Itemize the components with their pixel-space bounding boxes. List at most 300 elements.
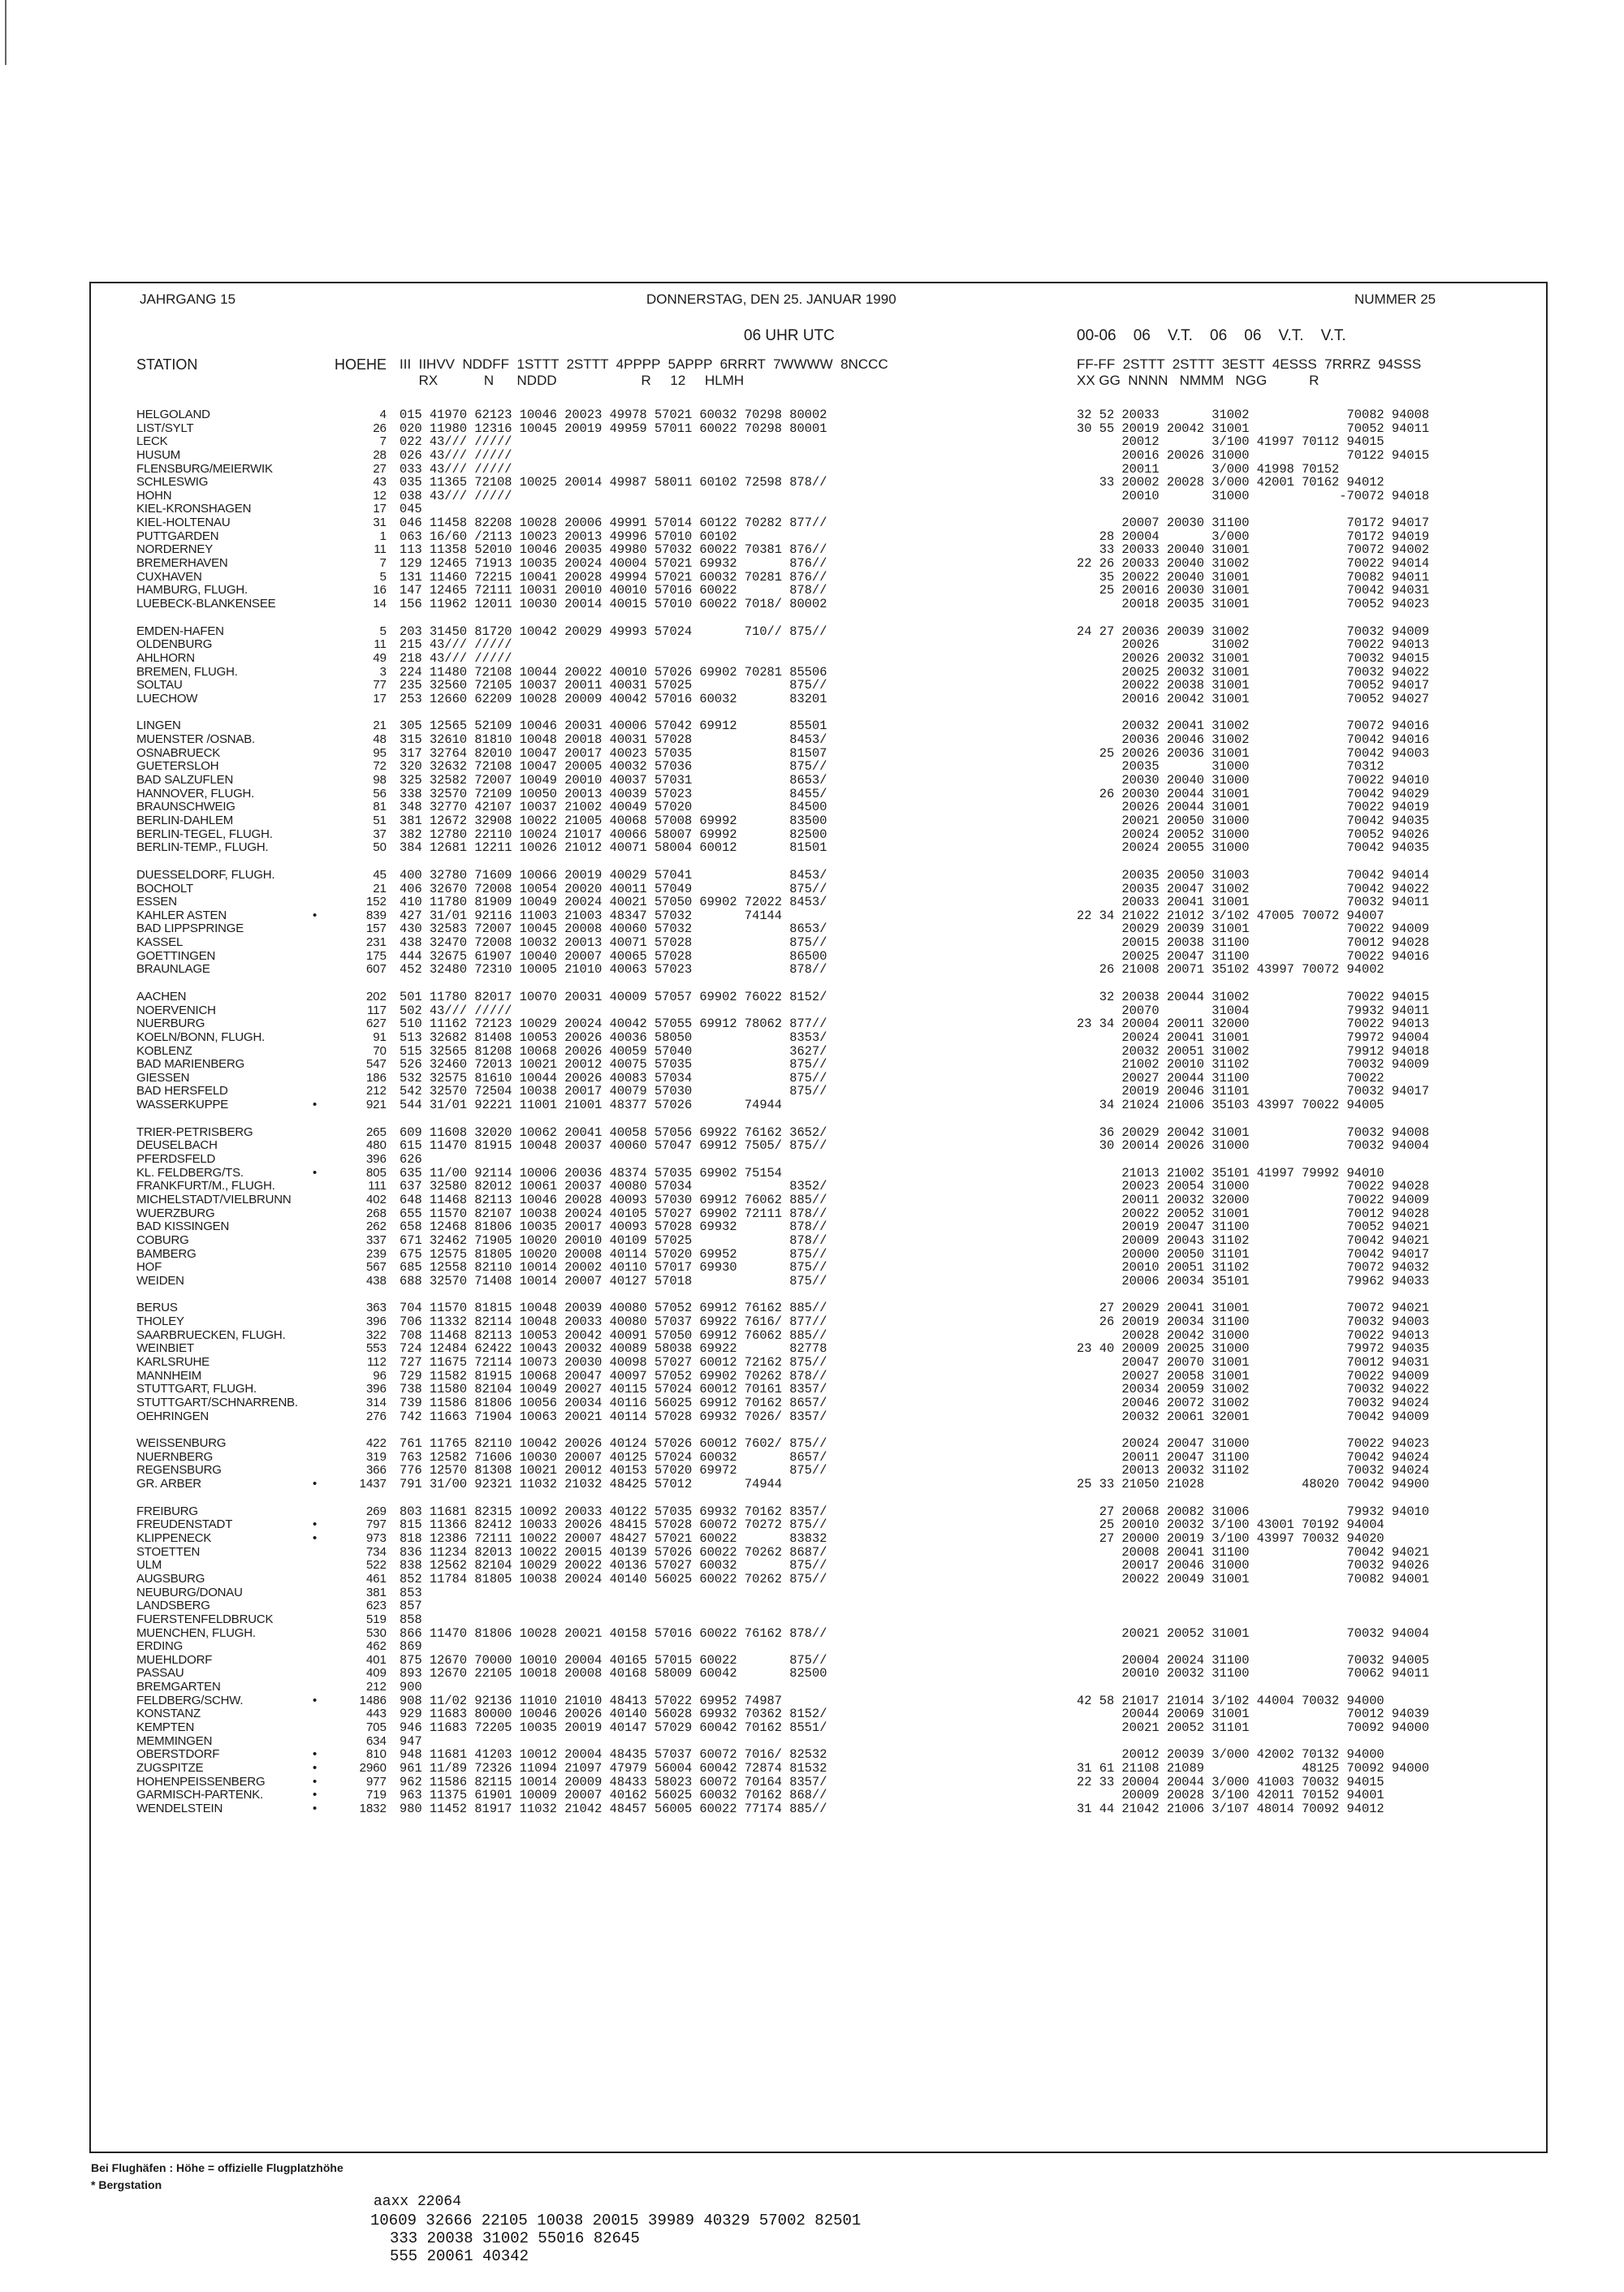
observation-code-left: 063 16/60 /2113 10023 20013 49996 57010 60102 — [400, 529, 737, 544]
station-row — [91, 1451, 1546, 1465]
observation-code-left: 320 32632 72108 10047 20005 40032 57036 875// — [400, 759, 827, 775]
observation-code-left: 020 11980 12316 10045 20019 49959 57011 60022 70298 80001 — [400, 421, 827, 436]
mountain-station-marker: • — [313, 908, 317, 922]
observation-code-right: 31 44 21042 21006 3/107 48014 70092 94012 — [1077, 1801, 1384, 1816]
observation-code-right: 20023 20054 31000 70022 94028 — [1077, 1179, 1430, 1194]
station-height: 269 — [365, 1504, 387, 1518]
observation-code-right: 24 27 20036 20039 31002 70032 94009 — [1077, 624, 1430, 639]
station-name: BAD LIPPSPRINGE — [136, 922, 244, 936]
station-name: GUETERSLOH — [136, 759, 219, 774]
station-name: ULM — [136, 1558, 162, 1573]
station-name: PUTTGARDEN — [136, 529, 219, 543]
station-row — [91, 828, 1546, 842]
observation-code-right: 20021 20052 31001 70032 94004 — [1077, 1625, 1430, 1641]
station-height: 112 — [367, 1355, 387, 1369]
station-row — [91, 801, 1546, 814]
observation-code-left: 035 11365 72108 10025 20014 49987 58011 60102 72598 878// — [400, 475, 827, 490]
station-height: 553 — [365, 1341, 387, 1356]
observation-code-left: 382 12780 22110 10024 21017 40066 58007 69992 82500 — [400, 827, 827, 842]
station-height: 239 — [365, 1246, 387, 1261]
observation-code-right: 20010 20051 31102 70072 94032 — [1077, 1260, 1430, 1275]
station-height: 28 — [373, 447, 387, 462]
station-name: WUERZBURG — [136, 1206, 215, 1220]
observation-code-right: 27 20029 20041 31001 70072 94021 — [1077, 1301, 1430, 1316]
station-row — [91, 814, 1546, 828]
observation-code-right: 20028 20042 31000 70022 94013 — [1077, 1327, 1430, 1343]
station-name: STUTTGART/SCHNARRENB. — [136, 1395, 298, 1409]
station-name: FELDBERG/SCHW. — [136, 1693, 244, 1707]
observation-code-left: 875 12670 70000 10010 20004 40165 57015 60022 875// — [400, 1652, 827, 1668]
observation-code-right: 20032 20041 31002 70072 94016 — [1077, 719, 1430, 734]
observation-code-right: 31 61 21108 21089 48125 70092 94000 — [1077, 1760, 1430, 1776]
observation-code-right: 35 20022 20040 31001 70082 94011 — [1077, 569, 1430, 585]
station-row — [91, 652, 1546, 666]
station-name: MUENSTER /OSNAB. — [136, 732, 255, 747]
observation-code-left: 739 11586 81806 10056 20034 40116 56025 69912 70162 8657/ — [400, 1395, 827, 1410]
station-height: 17 — [373, 502, 387, 516]
observation-code-left: 224 11480 72108 10044 20022 40010 57026 69902 70281 85506 — [400, 664, 827, 680]
station-name: NUERBURG — [136, 1017, 205, 1031]
observation-code-left: 502 43/// ///// — [400, 1003, 512, 1018]
station-height: 95 — [373, 745, 387, 760]
station-row — [91, 1573, 1546, 1586]
observation-code-right: 20036 20046 31002 70042 94016 — [1077, 732, 1430, 748]
observation-code-right: 26 21008 20071 35102 43997 70072 94002 — [1077, 962, 1384, 978]
observation-code-left: 532 32575 81610 10044 20026 40083 57034 875// — [400, 1070, 827, 1086]
mountain-station-marker: • — [313, 1531, 317, 1546]
observation-code-right: 20044 20069 31001 70012 94039 — [1077, 1707, 1430, 1722]
station-name: GR. ARBER — [136, 1477, 201, 1491]
station-row — [91, 747, 1546, 761]
observation-code-right: 20012 3/100 41997 70112 94015 — [1077, 434, 1384, 450]
station-height: 51 — [373, 813, 387, 827]
station-height: 519 — [365, 1612, 387, 1626]
observation-code-left: 235 32560 72105 10037 20011 40031 57025 875// — [400, 678, 827, 693]
station-row — [91, 1735, 1546, 1749]
station-name: LINGEN — [136, 719, 181, 733]
station-height: 4 — [379, 408, 387, 421]
station-height: 56 — [373, 786, 387, 801]
station-name: BAD HERSFELD — [136, 1084, 228, 1099]
station-row — [91, 1301, 1546, 1315]
group-spacer — [91, 706, 1546, 719]
observation-code-left: 526 32460 72013 10021 20012 40075 57035 875// — [400, 1057, 827, 1073]
station-row — [91, 543, 1546, 557]
station-height: 31 — [373, 516, 387, 530]
station-height: 175 — [365, 948, 387, 963]
station-height: 157 — [365, 922, 387, 936]
observation-code-left: 742 11663 71904 10063 20021 40114 57028 69932 7026/ 8357/ — [400, 1409, 827, 1424]
observation-code-left: 218 43/// ///// — [400, 650, 512, 666]
station-height: 1 — [379, 529, 387, 543]
station-table — [91, 408, 1546, 1816]
station-row — [91, 666, 1546, 680]
mountain-station-marker: • — [313, 1693, 317, 1707]
station-height: 212 — [365, 1680, 387, 1694]
station-row — [91, 1802, 1546, 1816]
station-row — [91, 1356, 1546, 1370]
station-name: ERDING — [136, 1639, 184, 1654]
station-row — [91, 950, 1546, 964]
observation-code-right: 36 20029 20042 31001 70032 94008 — [1077, 1124, 1430, 1140]
station-name: KEMPTEN — [136, 1720, 195, 1735]
station-name: THOLEY — [136, 1314, 184, 1329]
station-name: BREMEN, FLUGH. — [136, 664, 238, 679]
station-row — [91, 557, 1546, 571]
observation-code-left: 452 32480 72310 10005 21010 40063 57023 878// — [400, 962, 827, 978]
station-name: BAD SALZUFLEN — [136, 773, 234, 788]
station-row — [91, 1045, 1546, 1059]
station-row — [91, 571, 1546, 585]
observation-code-left: 384 12681 12211 10026 21012 40071 58004 60012 81501 — [400, 840, 827, 856]
observation-code-left: 648 11468 82113 10046 20028 40093 57030 69912 76062 885// — [400, 1192, 827, 1207]
station-name: SOLTAU — [136, 678, 183, 693]
observation-code-left: 615 11470 81915 10048 20037 40060 57047 69912 7505/ 875// — [400, 1138, 827, 1154]
station-row — [91, 516, 1546, 530]
station-name: AHLHORN — [136, 650, 195, 665]
observation-code-right: 22 33 20004 20044 3/000 41003 70032 94015 — [1077, 1774, 1384, 1789]
station-height: 805 — [365, 1165, 387, 1180]
station-name: LANDSBERG — [136, 1599, 210, 1613]
station-height: 17 — [373, 691, 387, 706]
observation-code-right: 20047 20070 31001 70012 94031 — [1077, 1355, 1430, 1370]
group-spacer — [91, 1288, 1546, 1301]
station-height: 98 — [373, 773, 387, 788]
observation-code-left: 815 11366 82412 10033 20026 48415 57028 60072 70272 875// — [400, 1517, 827, 1533]
station-name: BAMBERG — [136, 1246, 197, 1261]
station-row — [91, 841, 1546, 855]
station-row — [91, 1153, 1546, 1167]
observation-code-left: 738 11580 82104 10049 20027 40115 57024 60012 70161 8357/ — [400, 1382, 827, 1397]
station-row — [91, 476, 1546, 490]
station-row — [91, 1789, 1546, 1802]
observation-code-left: 688 32570 71408 10014 20007 40127 57018 875// — [400, 1273, 827, 1288]
observation-code-right: 20019 20047 31100 70052 94021 — [1077, 1219, 1430, 1235]
observation-code-left: 761 11765 82110 10042 20026 40124 57026 60012 7602/ 875// — [400, 1436, 827, 1452]
observation-code-right: 20011 20047 31100 70042 94024 — [1077, 1449, 1430, 1465]
observation-code-left: 635 11/00 92114 10006 20036 48374 57035 69902 75154 — [400, 1165, 783, 1181]
observation-code-right: 20025 20047 31100 70022 94016 — [1077, 948, 1430, 964]
observation-code-left: 410 11780 81909 10049 20024 40021 57050 69902 72022 8453/ — [400, 895, 827, 910]
station-row — [91, 774, 1546, 788]
station-row — [91, 1085, 1546, 1099]
observation-code-left: 858 — [400, 1612, 422, 1627]
group-spacer — [91, 611, 1546, 625]
observation-code-right: 20008 20041 31100 70042 94021 — [1077, 1544, 1430, 1560]
station-row — [91, 1072, 1546, 1086]
station-height: 547 — [365, 1057, 387, 1072]
observation-code-right: 20019 20046 31101 70032 94017 — [1077, 1084, 1430, 1099]
station-height: 366 — [365, 1463, 387, 1478]
station-row — [91, 719, 1546, 733]
station-row — [91, 1654, 1546, 1668]
observation-code-left: 948 11681 41203 10012 20004 48435 57037 60072 7016/ 82532 — [400, 1747, 827, 1763]
station-height: 396 — [365, 1314, 387, 1329]
group-spacer — [91, 1112, 1546, 1126]
col-left-row1: III IIHVV NDDFF 1STTT 2STTT 4PPPP 5APPP 6RRRT 7WWWW 8NCCC — [400, 356, 888, 372]
station-row — [91, 1762, 1546, 1776]
station-height: 443 — [365, 1707, 387, 1721]
station-name: STUTTGART, FLUGH. — [136, 1382, 257, 1396]
station-name: OLDENBURG — [136, 637, 213, 652]
observation-code-right: 20027 20044 31100 70022 — [1077, 1070, 1384, 1086]
station-name: ESSEN — [136, 895, 177, 909]
observation-code-left: 444 32675 61907 10040 20007 40065 57028 86500 — [400, 948, 827, 964]
station-name: KIEL-HOLTENAU — [136, 516, 231, 530]
station-height: 77 — [373, 678, 387, 693]
station-name: MANNHEIM — [136, 1368, 202, 1383]
observation-code-right: 32 20038 20044 31002 70022 94015 — [1077, 989, 1430, 1004]
observation-code-left: 315 32610 81810 10048 20018 40031 57028 8453/ — [400, 732, 827, 748]
observation-code-right: 20013 20032 31102 70032 94024 — [1077, 1463, 1430, 1478]
station-row — [91, 693, 1546, 706]
observation-code-left: 729 11582 81915 10068 20047 40097 57052 69902 70262 878// — [400, 1368, 827, 1383]
station-row — [91, 1505, 1546, 1519]
station-height: 401 — [365, 1652, 387, 1667]
observation-code-left: 724 12484 62422 10043 20032 40089 58038 69922 82778 — [400, 1341, 827, 1357]
station-row — [91, 1586, 1546, 1600]
observation-code-left: 338 32570 72109 10050 20013 40039 57023 8455/ — [400, 786, 827, 801]
observation-code-left: 838 12562 82104 10029 20022 40136 57027 60032 875// — [400, 1558, 827, 1573]
station-height: 91 — [373, 1029, 387, 1044]
station-row — [91, 869, 1546, 883]
station-name: LIST/SYLT — [136, 421, 194, 435]
station-height: 623 — [365, 1599, 387, 1613]
station-name: AUGSBURG — [136, 1571, 205, 1586]
station-height: 49 — [373, 650, 387, 665]
station-height: 422 — [365, 1436, 387, 1451]
observation-code-right: 23 40 20009 20025 31000 79972 94035 — [1077, 1341, 1430, 1357]
weather-report-sheet — [89, 282, 1548, 2153]
observation-code-left: 857 — [400, 1599, 422, 1614]
observation-code-left: 961 11/89 72326 11094 21097 47979 56004 60042 72874 81532 — [400, 1760, 827, 1776]
station-name: EMDEN-HAFEN — [136, 624, 224, 638]
time-label-right: 00-06 06 V.T. 06 06 V.T. V.T. — [1077, 327, 1346, 344]
observation-code-right: 20021 20050 31000 70042 94035 — [1077, 813, 1430, 828]
station-row — [91, 530, 1546, 544]
station-name: NEUBURG/DONAU — [136, 1585, 243, 1599]
observation-code-left: 427 31/01 92116 11003 21003 48347 57032 74144 — [400, 908, 783, 923]
mountain-station-marker: • — [313, 1788, 317, 1802]
observation-code-left: 046 11458 82208 10028 20006 49991 57014 60122 70282 877// — [400, 516, 827, 531]
observation-code-left: 215 43/// ///// — [400, 637, 512, 653]
observation-code-left: 147 12465 72111 10031 20010 40010 57016 60022 878// — [400, 583, 827, 598]
station-height: 839 — [365, 908, 387, 922]
observation-code-left: 438 32470 72008 10032 20013 40071 57028 875// — [400, 935, 827, 951]
station-name: HOF — [136, 1260, 162, 1275]
mountain-station-marker: • — [313, 1774, 317, 1789]
station-row — [91, 1681, 1546, 1694]
page-edge-mark — [5, 0, 6, 65]
station-row — [91, 1396, 1546, 1410]
station-row — [91, 1234, 1546, 1248]
station-row — [91, 1126, 1546, 1140]
station-name: MUENCHEN, FLUGH. — [136, 1625, 256, 1640]
station-height: 11 — [374, 542, 387, 557]
observation-code-left: 113 11358 52010 10046 20035 49980 57032 60022 70381 876// — [400, 542, 827, 558]
station-height: 314 — [365, 1395, 387, 1409]
station-name: KLIPPENECK — [136, 1531, 212, 1546]
station-height: 72 — [373, 759, 387, 774]
station-row — [91, 1532, 1546, 1546]
station-row — [91, 1437, 1546, 1451]
station-row — [91, 1220, 1546, 1234]
station-row — [91, 1546, 1546, 1560]
col-station: STATION — [136, 356, 198, 373]
observation-code-left: 033 43/// ///// — [400, 461, 512, 477]
station-row — [91, 435, 1546, 449]
observation-code-right: 20000 20050 31101 70042 94017 — [1077, 1246, 1430, 1262]
observation-code-right: 20006 20034 35101 79962 94033 — [1077, 1273, 1430, 1288]
observation-code-right: 20024 20041 31001 79972 94004 — [1077, 1029, 1430, 1045]
station-name: SAARBRUECKEN, FLUGH. — [136, 1327, 286, 1342]
observation-code-left: 685 12558 82110 10014 20002 40110 57017 69930 875// — [400, 1260, 827, 1275]
station-name: BAD KISSINGEN — [136, 1219, 230, 1234]
observation-code-left: 900 — [400, 1680, 422, 1695]
station-name: HOHN — [136, 488, 172, 503]
station-height: 921 — [365, 1098, 387, 1112]
group-spacer — [91, 1423, 1546, 1437]
mountain-station-marker: • — [313, 1517, 317, 1532]
observation-code-right: 20011 3/000 41998 70152 — [1077, 461, 1340, 477]
station-height: 2960 — [359, 1760, 387, 1775]
station-height: 522 — [365, 1558, 387, 1573]
observation-code-right: 20015 20038 31100 70012 94028 — [1077, 935, 1430, 951]
station-row — [91, 922, 1546, 936]
observation-code-left: 305 12565 52109 10046 20031 40006 57042 69912 85501 — [400, 719, 827, 734]
observation-code-left: 853 — [400, 1585, 422, 1600]
station-name: PFERDSFELD — [136, 1152, 216, 1167]
station-name: GOETTINGEN — [136, 948, 216, 963]
station-name: STOETTEN — [136, 1544, 201, 1559]
station-row — [91, 1694, 1546, 1708]
station-name: KIEL-KRONSHAGEN — [136, 502, 252, 516]
station-height: 337 — [365, 1232, 387, 1247]
station-height: 96 — [373, 1368, 387, 1383]
station-name: NOERVENICH — [136, 1003, 216, 1017]
station-name: DUESSELDORF, FLUGH. — [136, 867, 275, 882]
observation-code-right: 20027 20058 31001 70022 94009 — [1077, 1368, 1430, 1383]
station-row — [91, 963, 1546, 977]
station-row — [91, 1275, 1546, 1288]
col-left-row2: RX N NDDD R 12 HLMH — [400, 373, 745, 388]
observation-code-left: 501 11780 82017 10070 20031 40009 57057 69902 76022 8152/ — [400, 989, 827, 1004]
station-height: 152 — [365, 895, 387, 909]
observation-code-right: 20017 20046 31000 70032 94026 — [1077, 1558, 1430, 1573]
observation-code-left: 727 11675 72114 10073 20030 40098 57027 60012 72162 875// — [400, 1355, 827, 1370]
observation-code-right: 20024 20055 31000 70042 94035 — [1077, 840, 1430, 856]
station-height: 117 — [367, 1003, 387, 1017]
station-name: WEINBIET — [136, 1341, 194, 1356]
observation-code-right: 20070 31004 79932 94011 — [1077, 1003, 1430, 1018]
observation-code-left: 348 32770 42107 10037 21002 40049 57020 84500 — [400, 800, 827, 815]
station-height: 977 — [365, 1774, 387, 1789]
station-name: BERLIN-DAHLEM — [136, 813, 234, 827]
station-height: 1437 — [359, 1477, 387, 1491]
station-name: NORDERNEY — [136, 542, 214, 557]
observation-code-right: 20024 20052 31000 70052 94026 — [1077, 827, 1430, 842]
station-name: TRIER-PETRISBERG — [136, 1124, 253, 1139]
station-height: 262 — [365, 1219, 387, 1234]
station-height: 480 — [365, 1138, 387, 1153]
station-name: BERUS — [136, 1301, 178, 1315]
station-name: BAD MARIENBERG — [136, 1057, 245, 1072]
observation-code-right: 20026 20032 31001 70032 94015 — [1077, 650, 1430, 666]
station-height: 363 — [365, 1301, 387, 1315]
observation-code-left: 609 11608 32020 10062 20041 40058 57056 69922 76162 3652/ — [400, 1124, 827, 1140]
observation-code-right: 30 20014 20026 31000 70032 94004 — [1077, 1138, 1430, 1154]
observation-code-left: 026 43/// ///// — [400, 447, 512, 463]
station-height: 461 — [365, 1571, 387, 1586]
station-height: 567 — [365, 1260, 387, 1275]
station-name: SCHLESWIG — [136, 475, 209, 490]
observation-code-left: 658 12468 81806 10035 20017 40093 57028 69932 878// — [400, 1219, 827, 1235]
station-height: 27 — [373, 461, 387, 476]
year-label: JAHRGANG 15 — [140, 291, 236, 307]
observation-code-left: 022 43/// ///// — [400, 434, 512, 450]
station-name: BRAUNLAGE — [136, 962, 210, 977]
handwritten-line-2: 10609 32666 22105 10038 20015 39989 40329 57002 82501 — [370, 2212, 862, 2229]
observation-code-right: 20033 20041 31001 70032 94011 — [1077, 895, 1430, 910]
observation-code-left: 706 11332 82114 10048 20033 40080 57037 69922 7616/ 877// — [400, 1314, 827, 1330]
observation-code-right: 20035 31000 70312 — [1077, 759, 1384, 775]
observation-code-right: 20022 20049 31001 70082 94001 — [1077, 1571, 1430, 1586]
station-name: BREMGARTEN — [136, 1680, 221, 1694]
station-height: 634 — [365, 1733, 387, 1748]
observation-code-left: 510 11162 72123 10029 20024 40042 57055 69912 78062 877// — [400, 1017, 827, 1032]
station-row — [91, 1207, 1546, 1221]
observation-code-left: 430 32583 72007 10045 20008 40060 57032 8653/ — [400, 922, 827, 937]
observation-code-right: 22 26 20033 20040 31002 70022 94014 — [1077, 556, 1430, 572]
station-row — [91, 503, 1546, 516]
observation-code-left: 963 11375 61901 10009 20007 40162 56025 60032 70162 868// — [400, 1788, 827, 1803]
observation-code-right: 25 20026 20036 31001 70042 94003 — [1077, 745, 1430, 761]
observation-code-left: 980 11452 81917 11032 21042 48457 56005 60022 77174 885// — [400, 1801, 827, 1816]
station-name: MICHELSTADT/VIELBRUNN — [136, 1192, 292, 1206]
observation-code-right: 22 34 21022 21012 3/102 47005 70072 94007 — [1077, 908, 1384, 923]
station-row — [91, 1248, 1546, 1262]
station-height: 319 — [365, 1449, 387, 1464]
station-row — [91, 883, 1546, 896]
station-row — [91, 1370, 1546, 1383]
station-height: 212 — [365, 1084, 387, 1099]
station-row — [91, 463, 1546, 477]
observation-code-left: 836 11234 82013 10022 20015 40139 57026 60022 70262 8687/ — [400, 1544, 827, 1560]
observation-code-left: 869 — [400, 1639, 422, 1655]
observation-code-left: 946 11683 72205 10035 20019 40147 57029 60042 70162 8551/ — [400, 1720, 827, 1736]
station-row — [91, 1383, 1546, 1396]
observation-code-left: 381 12672 32908 10022 21005 40068 57008 69992 83500 — [400, 813, 827, 828]
station-row — [91, 625, 1546, 639]
station-name: KASSEL — [136, 935, 184, 950]
observation-code-left: 544 31/01 92221 11001 21001 48377 57026 74944 — [400, 1098, 783, 1113]
station-row — [91, 1017, 1546, 1031]
station-row — [91, 1410, 1546, 1424]
station-height: 7 — [379, 556, 387, 571]
station-name: FLENSBURG/MEIERWIK — [136, 461, 273, 476]
observation-code-right: 20032 20061 32001 70042 94009 — [1077, 1409, 1430, 1424]
station-height: 48 — [373, 732, 387, 747]
station-height: 12 — [373, 488, 387, 503]
observation-code-right: 25 33 21050 21028 48020 70042 94900 — [1077, 1477, 1430, 1492]
station-row — [91, 1464, 1546, 1478]
observation-code-left: 406 32670 72008 10054 20020 40011 57049 875// — [400, 881, 827, 896]
observation-code-left: 515 32565 81208 10068 20026 40059 57040 3627/ — [400, 1043, 827, 1059]
station-name: COBURG — [136, 1232, 189, 1247]
observation-code-right: 20016 20042 31001 70052 94027 — [1077, 691, 1430, 706]
station-height: 45 — [373, 867, 387, 882]
observation-code-left: 513 32682 81408 10053 20026 40036 58050 8353/ — [400, 1029, 827, 1045]
